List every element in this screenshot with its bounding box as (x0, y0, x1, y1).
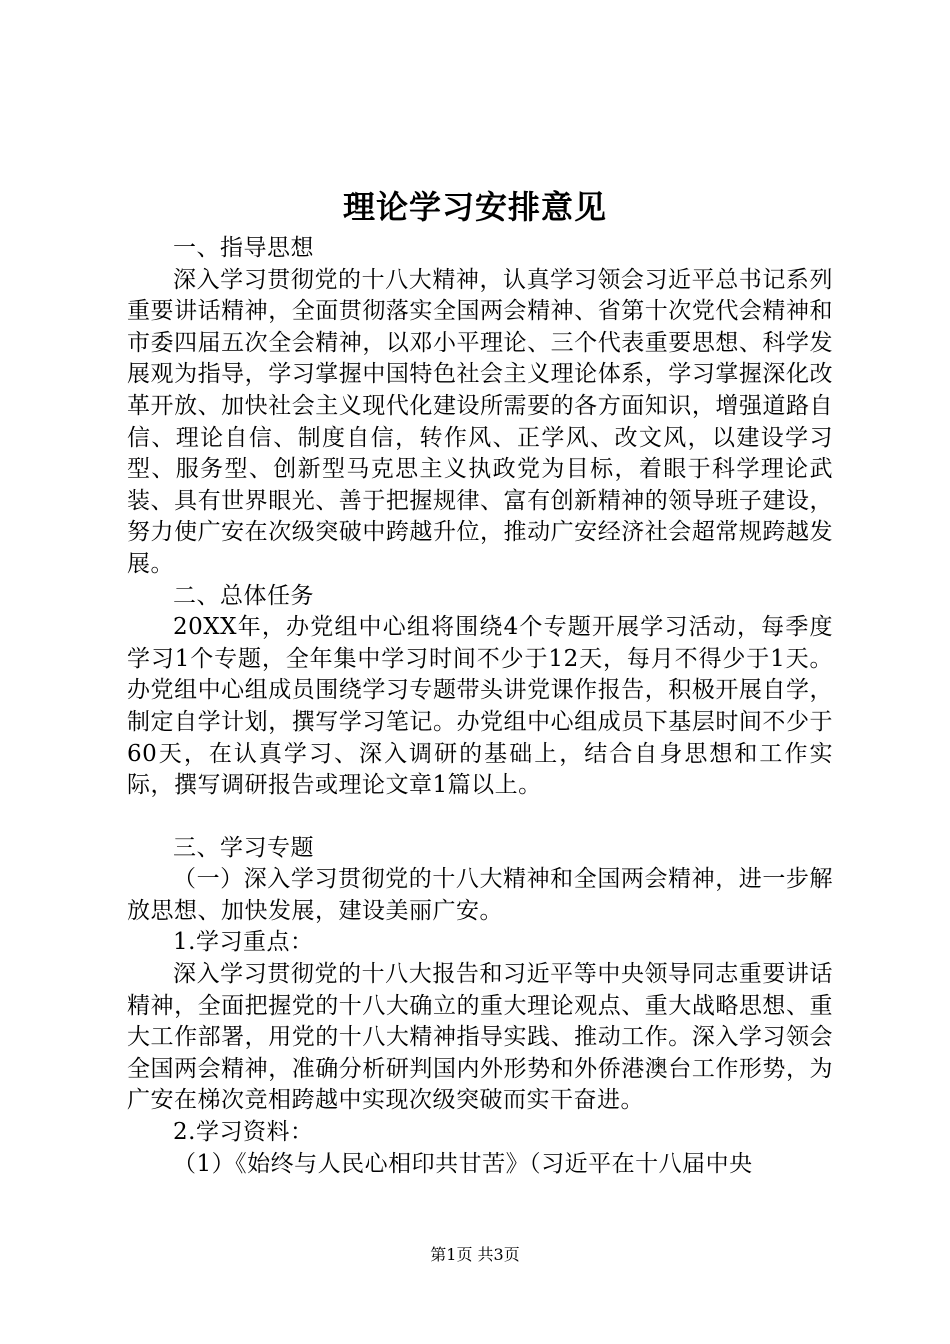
section-heading-study-topics: 三、学习专题 (173, 834, 314, 861)
paragraph-overall-tasks: 20XX年，办党组中心组将围绕4个专题开展学习活动，每季度学习1个专题，全年集中学习时间不少于12天，每月不得少于1天。办党组中心组成员围绕学习专题带头讲党课作报告，积极开展自学，制定自学计划，撰写学习笔记。办党组中心组成员下基层时间不少于60天，在认真学习、深入调研的基础上，结合自身思想和工作实际，撰写调研报告或理论文章1篇以上。 (127, 614, 833, 799)
paragraph-study-materials: （1）《始终与人民心相印共甘苦》（习近平在十八届中央 (173, 1150, 753, 1177)
paragraph-guiding-ideology: 深入学习贯彻党的十八大精神，认真学习领会习近平总书记系列重要讲话精神，全面贯彻落实全国两会精神、省第十次党代会精神和市委四届五次全会精神，以邓小平理论、三个代表重要思想、科学发展观为指导，学习掌握中国特色社会主义理论体系，学习掌握深化改革开放、加快社会主义现代化建设所需要的各方面知识，增强道路自信、理论自信、制度自信，转作风、正学风、改文风，以建设学习型、服务型、创新型马克思主义执政党为目标，着眼于科学理论武装、具有世界眼光、善于把握规律、富有创新精神的领导班子建设，努力使广安在次级突破中跨越升位，推动广安经济社会超常规跨越发展。 (127, 266, 833, 577)
document-body (127, 233, 833, 1180)
paragraph-study-focus: 深入学习贯彻党的十八大报告和习近平等中央领导同志重要讲话精神，全面把握党的十八大确立的重大理论观点、重大战略思想、重大工作部署，用党的十八大精神指导实践、推动工作。深入学习领会全国两会精神，准确分析研判国内外形势和外侨港澳台工作形势，为广安在梯次竞相跨越中实现次级突破而实干奋进。 (127, 961, 833, 1114)
document-title: 理论学习安排意见 (342, 188, 607, 226)
paragraph-topic-one: （一）深入学习贯彻党的十八大精神和全国两会精神，进一步解放思想、加快发展，建设美丽广安。 (127, 866, 833, 924)
section-heading-overall-tasks: 二、总体任务 (173, 582, 314, 609)
subheading-study-focus: 1.学习重点： (173, 929, 314, 956)
subheading-study-materials: 2.学习资料： (173, 1119, 314, 1146)
page-footer: 第1页 共3页 (430, 1245, 520, 1264)
section-heading-guiding-ideology: 一、指导思想 (173, 235, 314, 261)
